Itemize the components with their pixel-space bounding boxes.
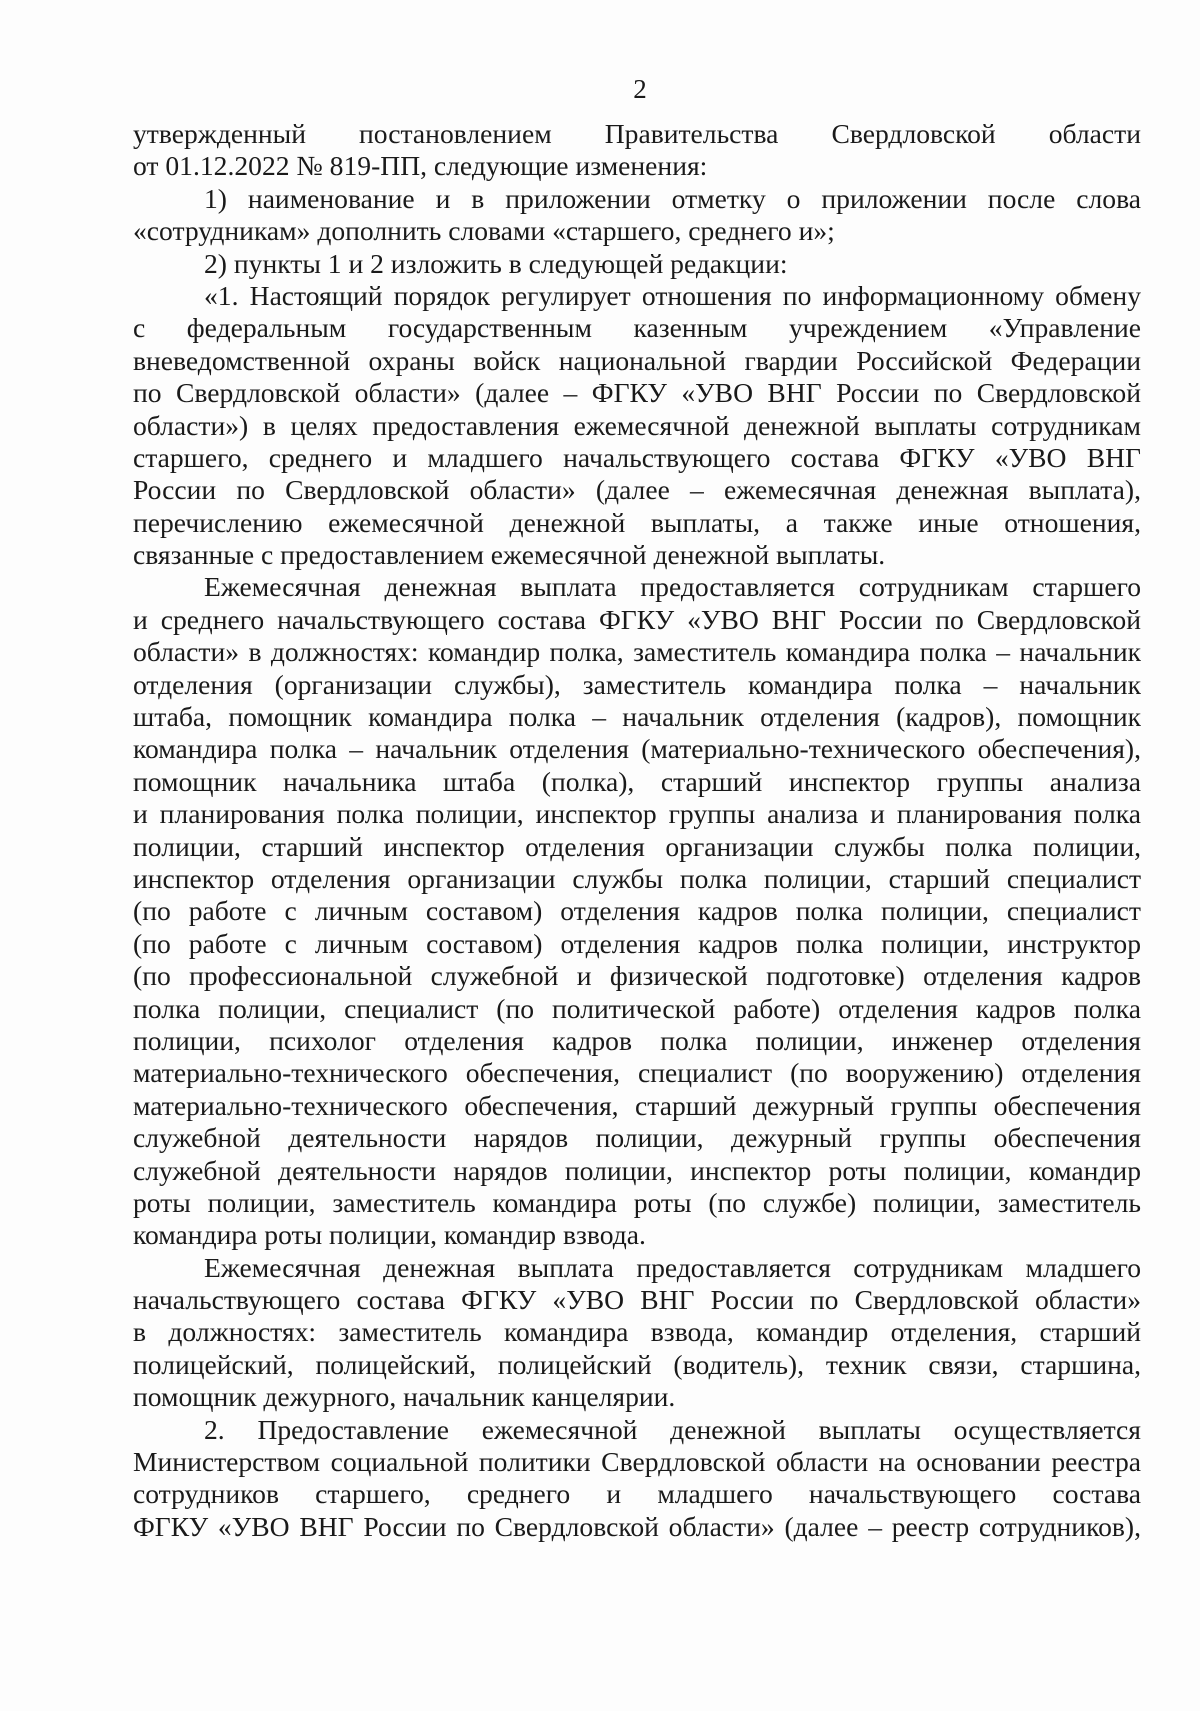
- text-line: начальствующего состава ФГКУ «УВО ВНГ России по Свердловской области»: [133, 1284, 1141, 1316]
- text-line: служебной деятельности нарядов полиции, дежурный группы обеспечения: [133, 1122, 1141, 1154]
- text-line: и планирования полка полиции, инспектор группы анализа и планирования полка: [133, 798, 1141, 830]
- text-line: материально-технического обеспечения, специалист (по вооружению) отделения: [133, 1057, 1141, 1089]
- text-line: в должностях: заместитель командира взвода, командир отделения, старший: [133, 1316, 1141, 1348]
- text-line: от 01.12.2022 № 819-ПП, следующие изменения:: [133, 150, 708, 182]
- text-line: полиции, старший инспектор отделения организации службы полка полиции,: [133, 830, 1141, 862]
- text-line: перечислению ежемесячной денежной выплаты, а также иные отношения,: [133, 506, 1141, 538]
- text-line: «сотрудникам» дополнить словами «старшего, среднего и»;: [133, 215, 835, 247]
- text-line: Министерством социальной политики Свердловской области на основании реестра: [133, 1446, 1141, 1478]
- text-line: роты полиции, заместитель командира роты (по службе) полиции, заместитель: [133, 1186, 1141, 1218]
- text-line: «1. Настоящий порядок регулирует отношения по информационному обмену: [204, 279, 1141, 311]
- text-line: вневедомственной охраны войск национальной гвардии Российской Федерации: [133, 344, 1141, 376]
- text-line: командира роты полиции, командир взвода.: [133, 1219, 646, 1251]
- text-line: старшего, среднего и младшего начальствующего состава ФГКУ «УВО ВНГ: [133, 441, 1141, 473]
- text-line: помощник дежурного, начальник канцелярии.: [133, 1381, 676, 1413]
- text-line: инспектор отделения организации службы полка полиции, старший специалист: [133, 862, 1141, 894]
- text-line: полка полиции, специалист (по политической работе) отделения кадров полка: [133, 992, 1141, 1024]
- text-line: командира полка – начальник отделения (материально-технического обеспечения),: [133, 733, 1141, 765]
- text-line: ФГКУ «УВО ВНГ России по Свердловской области» (далее – реестр сотрудников),: [133, 1510, 1141, 1542]
- text-line: отделения (организации службы), заместитель командира полка – начальник: [133, 668, 1141, 700]
- text-line: 2. Предоставление ежемесячной денежной выплаты осуществляется: [204, 1413, 1141, 1445]
- text-line: служебной деятельности нарядов полиции, инспектор роты полиции, командир: [133, 1154, 1141, 1186]
- text-line: 2) пункты 1 и 2 изложить в следующей редакции:: [204, 247, 788, 279]
- text-line: (по работе с личным составом) отделения кадров полка полиции, специалист: [133, 895, 1141, 927]
- text-line: области») в целях предоставления ежемесячной денежной выплаты сотрудникам: [133, 409, 1141, 441]
- text-line: области» в должностях: командир полка, заместитель командира полка – начальник: [133, 636, 1141, 668]
- text-line: 1) наименование и в приложении отметку о приложении после слова: [204, 182, 1141, 214]
- text-line: Ежемесячная денежная выплата предоставляется сотрудникам младшего: [204, 1251, 1141, 1283]
- text-line: (по работе с личным составом) отделения кадров полка полиции, инструктор: [133, 927, 1141, 959]
- text-line: по Свердловской области» (далее – ФГКУ «УВО ВНГ России по Свердловской: [133, 377, 1141, 409]
- text-line: полицейский, полицейский, полицейский (водитель), техник связи, старшина,: [133, 1348, 1141, 1380]
- text-line: (по профессиональной служебной и физической подготовке) отделения кадров: [133, 960, 1141, 992]
- text-line: и среднего начальствующего состава ФГКУ «УВО ВНГ России по Свердловской: [133, 603, 1141, 635]
- text-line: Ежемесячная денежная выплата предоставляется сотрудникам старшего: [204, 571, 1141, 603]
- text-line: с федеральным государственным казенным учреждением «Управление: [133, 312, 1141, 344]
- text-line: материально-технического обеспечения, старший дежурный группы обеспечения: [133, 1089, 1141, 1121]
- text-line: штаба, помощник командира полка – начальник отделения (кадров), помощник: [133, 701, 1141, 733]
- text-line: утвержденный постановлением Правительства Свердловской области: [133, 118, 1141, 149]
- page-number: 2: [633, 74, 647, 104]
- text-line: помощник начальника штаба (полка), старший инспектор группы анализа: [133, 765, 1141, 797]
- text-line: связанные с предоставлением ежемесячной денежной выплаты.: [133, 539, 886, 571]
- document-body: [133, 118, 1141, 1543]
- text-line: России по Свердловской области» (далее – ежемесячная денежная выплата),: [133, 474, 1141, 506]
- text-line: полиции, психолог отделения кадров полка полиции, инженер отделения: [133, 1024, 1141, 1056]
- text-line: сотрудников старшего, среднего и младшего начальствующего состава: [133, 1478, 1141, 1510]
